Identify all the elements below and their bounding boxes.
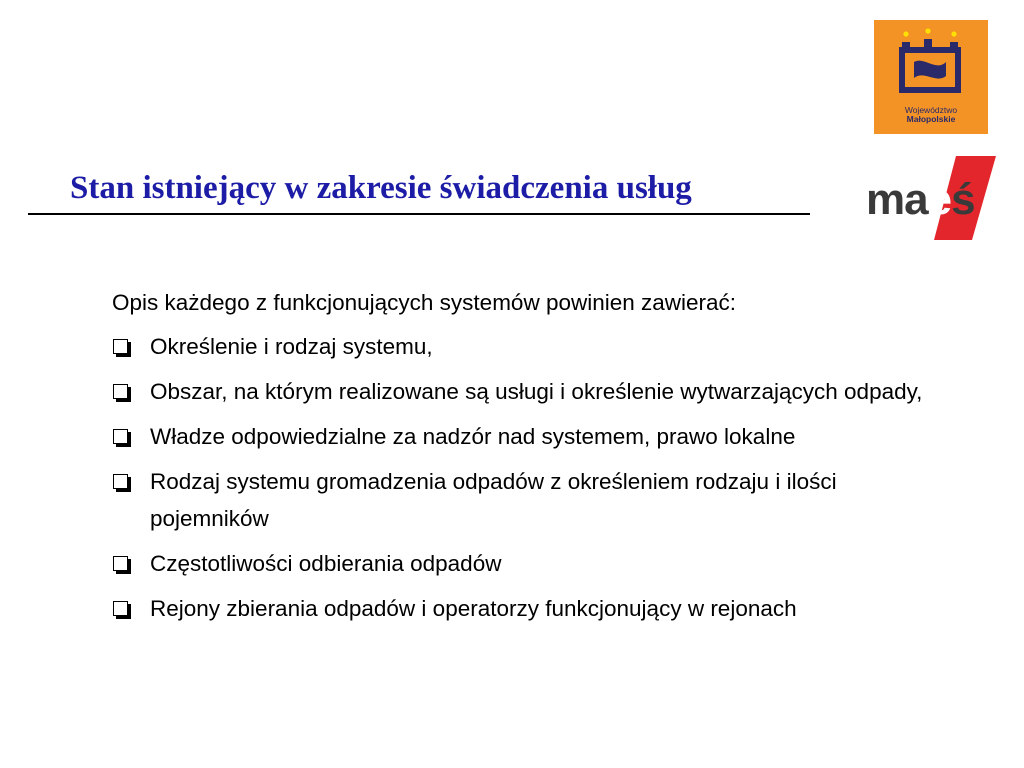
list-item (112, 463, 952, 537)
list-item-text: Rejony zbierania odpadów i operatorzy funkcjonujący w rejonach (150, 596, 797, 621)
wojewodztwo-malopolskie-logo (874, 20, 988, 134)
checkbox-bullet-icon (113, 384, 128, 399)
list-item (112, 328, 952, 365)
intro-text: Opis każdego z funkcjonujących systemów powinien zawierać: (112, 290, 737, 315)
list-item (112, 418, 952, 455)
maes-logo (862, 156, 1002, 240)
maes-suffix: ś (951, 175, 975, 224)
logo-wm-line1: Województwo (904, 105, 958, 115)
list-item-text: Rodzaj systemu gromadzenia odpadów z określeniem rodzaju i ilości pojemników (150, 469, 837, 531)
page-title: Stan istniejący w zakresie świadczenia usług (70, 170, 692, 206)
checkbox-bullet-icon (113, 339, 128, 354)
list-item (112, 373, 952, 410)
malopolska-emblem-icon (898, 28, 964, 104)
maes-accent: e (927, 175, 952, 224)
checkbox-bullet-icon (113, 429, 128, 444)
title-underline (28, 213, 810, 215)
list-item-text: Określenie i rodzaj systemu, (150, 334, 433, 359)
bullet-list (112, 328, 952, 627)
list-item-text: Władze odpowiedzialne za nadzór nad systemem, prawo lokalne (150, 424, 796, 449)
slide-content (112, 284, 952, 635)
list-item-text: Obszar, na którym realizowane są usługi i określenie wytwarzających odpady, (150, 379, 923, 404)
checkbox-bullet-icon (113, 556, 128, 571)
logo-wm-line2: Małopolskie (906, 114, 956, 124)
list-item (112, 545, 952, 582)
checkbox-bullet-icon (113, 474, 128, 489)
list-item (112, 590, 952, 627)
list-item-text: Częstotliwości odbierania odpadów (150, 551, 502, 576)
maes-prefix: ma (866, 175, 928, 224)
checkbox-bullet-icon (113, 601, 128, 616)
